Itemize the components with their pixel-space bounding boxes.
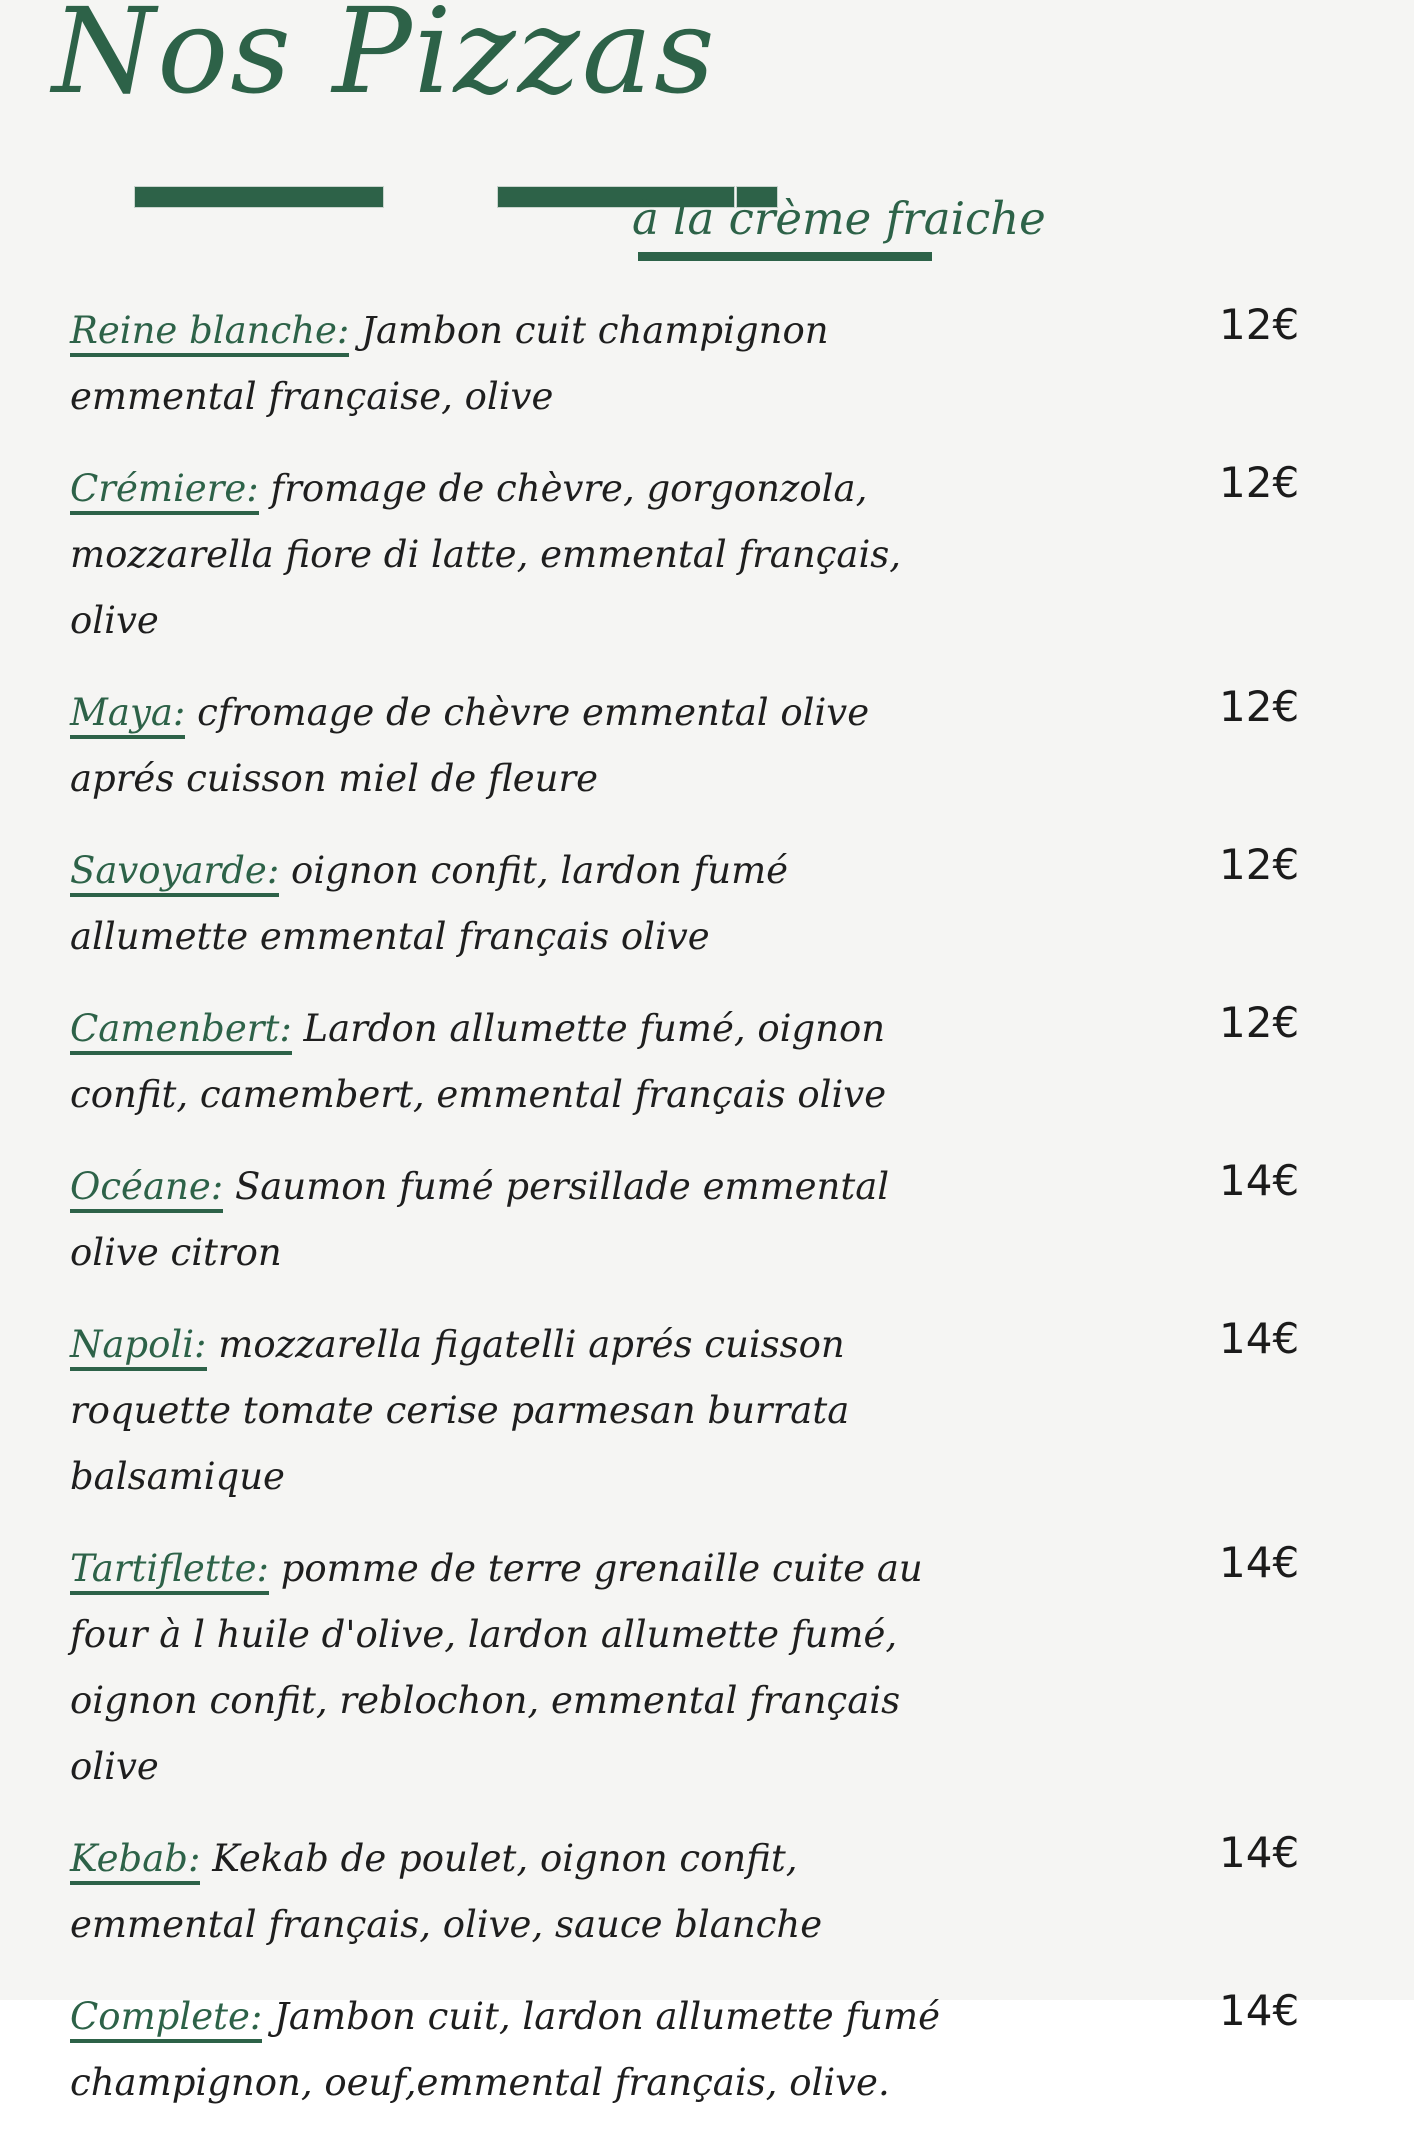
menu-item-name: Camenbert:	[70, 1007, 292, 1055]
menu-item-text	[70, 1984, 958, 2116]
menu-item-description: cfromage de chèvre emmental olive aprés cuisson miel de fleure	[70, 691, 870, 800]
menu-item-description: Jambon cuit champignon emmental française, olive	[70, 309, 829, 418]
menu-item	[70, 1826, 1314, 1958]
menu-item-description: oignon confit, lardon fumé allumette emmental français olive	[70, 849, 789, 958]
menu-item-description: Jambon cuit, lardon allumette fumé champignon, oeuf,emmental français, olive.	[70, 1995, 940, 2104]
menu-item-description: Lardon allumette fumé, oignon confit, camembert, emmental français olive	[70, 1007, 887, 1116]
menu-item-text	[70, 1154, 958, 1286]
menu-item-text	[70, 1536, 958, 1800]
menu-item-price: 12€	[1219, 840, 1300, 889]
menu-item	[70, 1312, 1314, 1510]
menu-item	[70, 1154, 1314, 1286]
menu-item-name: Napoli:	[70, 1323, 207, 1371]
menu-item	[70, 996, 1314, 1128]
menu-item	[70, 456, 1314, 654]
menu-items-list	[0, 298, 1414, 2142]
menu-item-price: 14€	[1219, 1828, 1300, 1877]
menu-item-text	[70, 456, 958, 654]
menu-item-text	[70, 680, 958, 812]
menu-item-name: Maya:	[70, 691, 185, 739]
menu-item	[70, 680, 1314, 812]
menu-item-name: Reine blanche:	[70, 309, 349, 357]
menu-item	[70, 298, 1314, 430]
menu-item-price: 14€	[1219, 1538, 1300, 1587]
menu-item-description: pomme de terre grenaille cuite au four à l huile d'olive, lardon allumette fumé, oignon confit, reblochon, emmental français olive	[70, 1547, 923, 1788]
menu-item	[70, 1984, 1314, 2116]
menu-item-text	[70, 1312, 958, 1510]
menu-item	[70, 1536, 1314, 1800]
menu-item-name: Kebab:	[70, 1837, 200, 1885]
title-underline-bar-left	[135, 187, 383, 207]
menu-item-name: Tartiflette:	[70, 1547, 269, 1595]
menu-item-price: 12€	[1219, 300, 1300, 349]
menu-subtitle: à la crème fraiche	[632, 192, 1046, 245]
menu-item-description: mozzarella figatelli aprés cuisson roquette tomate cerise parmesan burrata balsamique	[70, 1323, 850, 1498]
menu-item-description: fromage de chèvre, gorgonzola, mozzarella fiore di latte, emmental français, olive	[70, 467, 902, 642]
menu-item-price: 12€	[1219, 998, 1300, 1047]
menu-item-price: 14€	[1219, 1986, 1300, 2035]
menu-item-price: 14€	[1219, 1156, 1300, 1205]
menu-item-description: Saumon fumé persillade emmental olive citron	[70, 1165, 890, 1274]
menu-item-price: 14€	[1219, 1314, 1300, 1363]
menu-item	[70, 838, 1314, 970]
menu-item-price: 12€	[1219, 682, 1300, 731]
menu-item-text	[70, 298, 958, 430]
menu-item-text	[70, 996, 958, 1128]
menu-item-price: 12€	[1219, 458, 1300, 507]
menu-item-name: Océane:	[70, 1165, 223, 1213]
menu-item-name: Crémiere:	[70, 467, 259, 515]
menu-title: Nos Pizzas	[52, 0, 717, 120]
menu-header	[0, 0, 1414, 300]
menu-item-name: Complete:	[70, 1995, 262, 2043]
menu-item-text	[70, 838, 958, 970]
menu-item-name: Savoyarde:	[70, 849, 279, 897]
menu-item-text	[70, 1826, 958, 1958]
menu-item-description: Kekab de poulet, oignon confit, emmental français, olive, sauce blanche	[70, 1837, 823, 1946]
subtitle-underline	[638, 252, 932, 261]
